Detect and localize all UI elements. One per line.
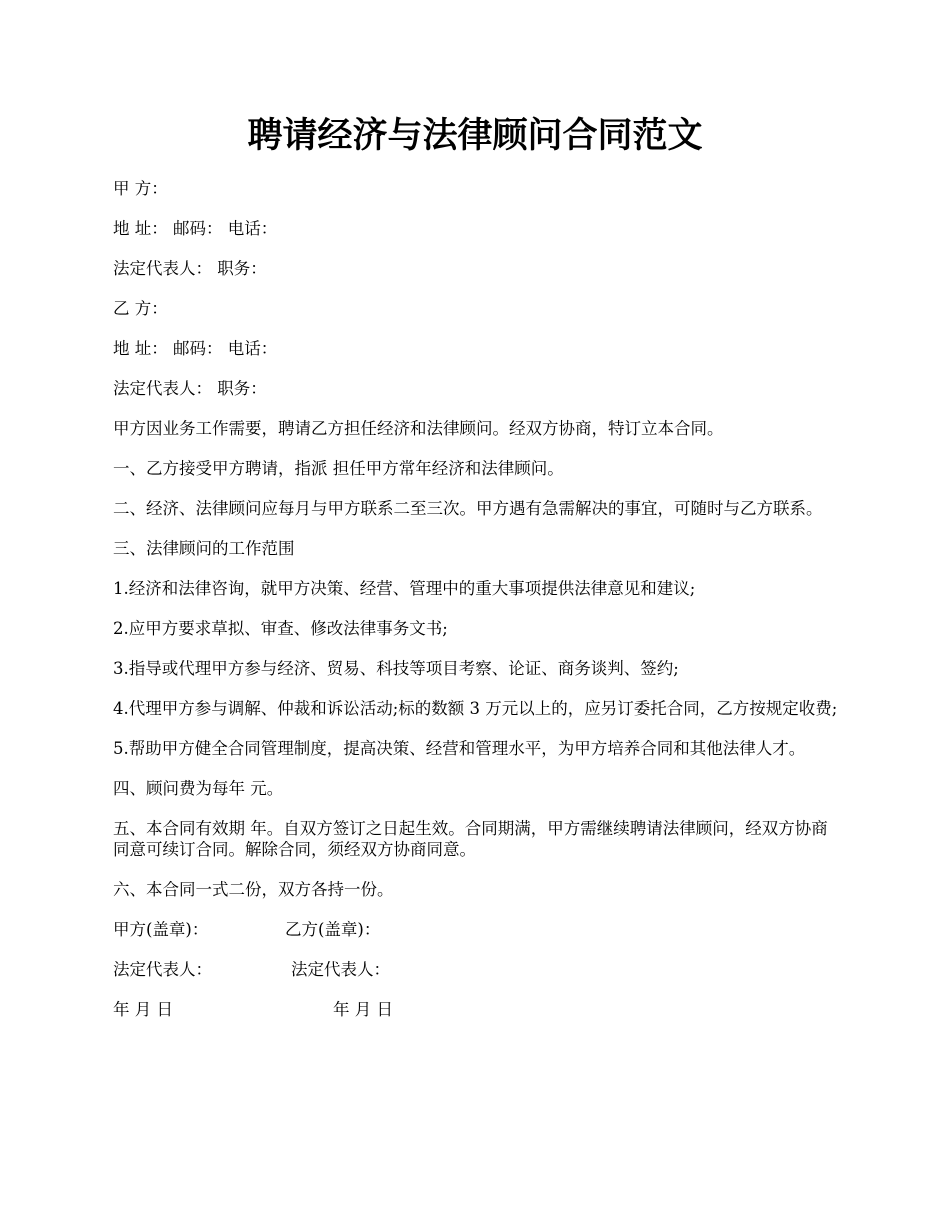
paragraph-clause-6: 六、本合同一式二份，双方各持一份。	[113, 880, 394, 899]
paragraph-party-a: 甲 方：	[113, 179, 168, 198]
paragraph-clause-2: 二、经济、法律顾问应每月与甲方联系二至三次。甲方遇有急需解决的事宜，可随时与乙方联系。	[113, 499, 823, 518]
party-a-date-label: 年 月 日	[113, 1000, 173, 1019]
party-b-representative-label: 法定代表人：	[291, 960, 390, 979]
paragraph-scope-4: 4.代理甲方参与调解、仲裁和诉讼活动;标的数额 3 万元以上的，应另订委托合同，乙方按规定收费;	[113, 699, 838, 718]
paragraph-party-b-address: 地 址： 邮码： 电话：	[113, 339, 278, 358]
document-body	[113, 178, 840, 1039]
paragraph-party-a-address: 地 址： 邮码： 电话：	[113, 219, 278, 238]
paragraph-party-b-representative: 法定代表人： 职务：	[113, 379, 267, 398]
document-title: 聘请经济与法律顾问合同范文	[247, 115, 703, 156]
signature-seal-row	[113, 919, 840, 940]
paragraph-scope-3: 3.指导或代理甲方参与经济、贸易、科技等项目考察、论证、商务谈判、签约;	[113, 659, 679, 678]
party-a-representative-label: 法定代表人：	[113, 960, 212, 979]
paragraph-scope-2: 2.应甲方要求草拟、审查、修改法律事务文书;	[113, 619, 448, 638]
paragraph-clause-4: 四、顾问费为每年 元。	[113, 779, 284, 798]
party-a-seal-label: 甲方(盖章)：	[113, 920, 209, 939]
paragraph-party-a-representative: 法定代表人： 职务：	[113, 259, 267, 278]
signature-date-row	[113, 999, 840, 1020]
paragraph-clause-5: 五、本合同有效期 年。自双方签订之日起生效。合同期满，甲方需继续聘请法律顾问，经双方协商同意可续订合同。解除合同，须经双方协商同意。	[113, 819, 828, 859]
party-b-seal-label: 乙方(盖章)：	[285, 920, 381, 939]
paragraph-preamble: 甲方因业务工作需要，聘请乙方担任经济和法律顾问。经双方协商，特订立本合同。	[113, 419, 724, 438]
paragraph-scope-5: 5.帮助甲方健全合同管理制度，提高决策、经营和管理水平，为甲方培养合同和其他法律人才。	[113, 739, 806, 758]
paragraph-scope-1: 1.经济和法律咨询，就甲方决策、经营、管理中的重大事项提供法律意见和建议;	[113, 579, 696, 598]
signature-representative-row	[113, 959, 840, 980]
paragraph-clause-3: 三、法律顾问的工作范围	[113, 539, 295, 558]
paragraph-clause-1: 一、乙方接受甲方聘请，指派 担任甲方常年经济和法律顾问。	[113, 459, 564, 478]
paragraph-party-b: 乙 方：	[113, 299, 168, 318]
party-b-date-label: 年 月 日	[333, 1000, 393, 1019]
